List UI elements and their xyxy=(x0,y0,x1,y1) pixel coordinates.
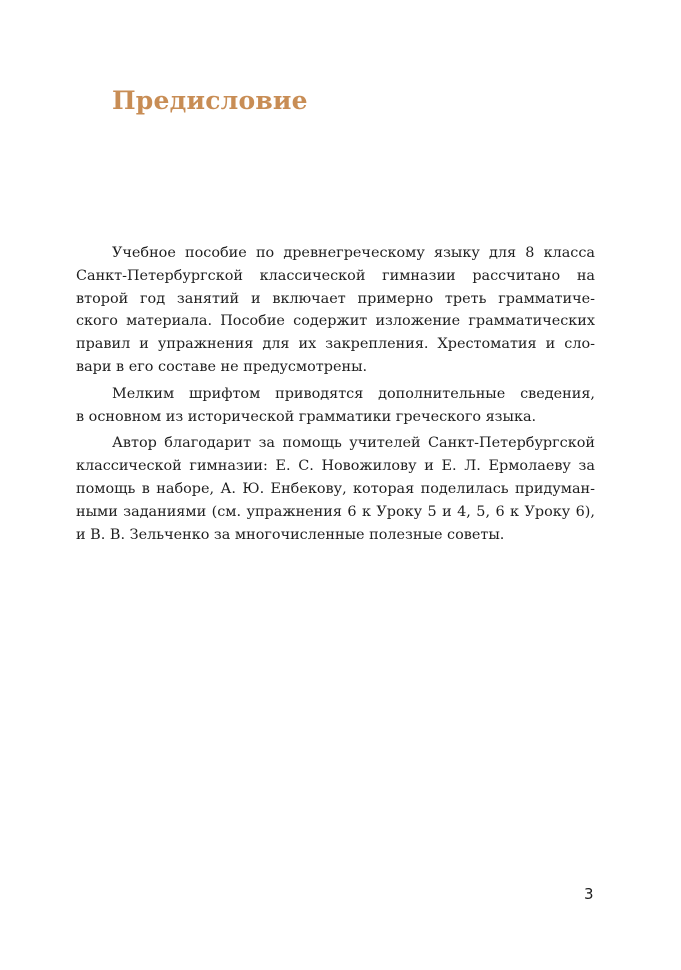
text-line: ского материала. Пособие содержит изложение грамматических xyxy=(76,313,595,330)
paragraph-2 xyxy=(76,383,595,429)
text-line: ными заданиями (см. упражнения 6 к Уроку 5 и 4, 5, 6 к Уроку 6), xyxy=(76,503,595,520)
text-line: помощь в наборе, А. Ю. Енбекову, которая поделилась придуман- xyxy=(76,480,595,497)
text-line: и В. В. Зельченко за многочисленные полезные советы. xyxy=(76,526,505,543)
page-number: 3 xyxy=(584,885,594,903)
page-title: Предисловие xyxy=(112,86,308,115)
text-line: в основном из исторической грамматики греческого языка. xyxy=(76,408,537,425)
text-line: Мелким шрифтом приводятся дополнительные сведения, xyxy=(112,385,595,402)
text-line: классической гимназии: Е. С. Новожилову и Е. Л. Ермолаеву за xyxy=(76,458,595,475)
text-line: Санкт-Петербургской классической гимназии рассчитано на xyxy=(76,267,595,284)
text-line: Учебное пособие по древнегреческому языку для 8 класса xyxy=(112,245,595,261)
text-line: правил и упражнения для их закрепления. Хрестоматия и сло- xyxy=(76,336,595,353)
paragraph-1 xyxy=(76,242,595,379)
text-line: вари в его составе не предусмотрены. xyxy=(76,358,368,375)
text-line: Автор благодарит за помощь учителей Санкт-Петербургской xyxy=(112,435,595,452)
text-line: второй год занятий и включает примерно треть грамматиче- xyxy=(76,290,595,307)
preface-body xyxy=(76,242,595,550)
paragraph-3 xyxy=(76,432,595,546)
